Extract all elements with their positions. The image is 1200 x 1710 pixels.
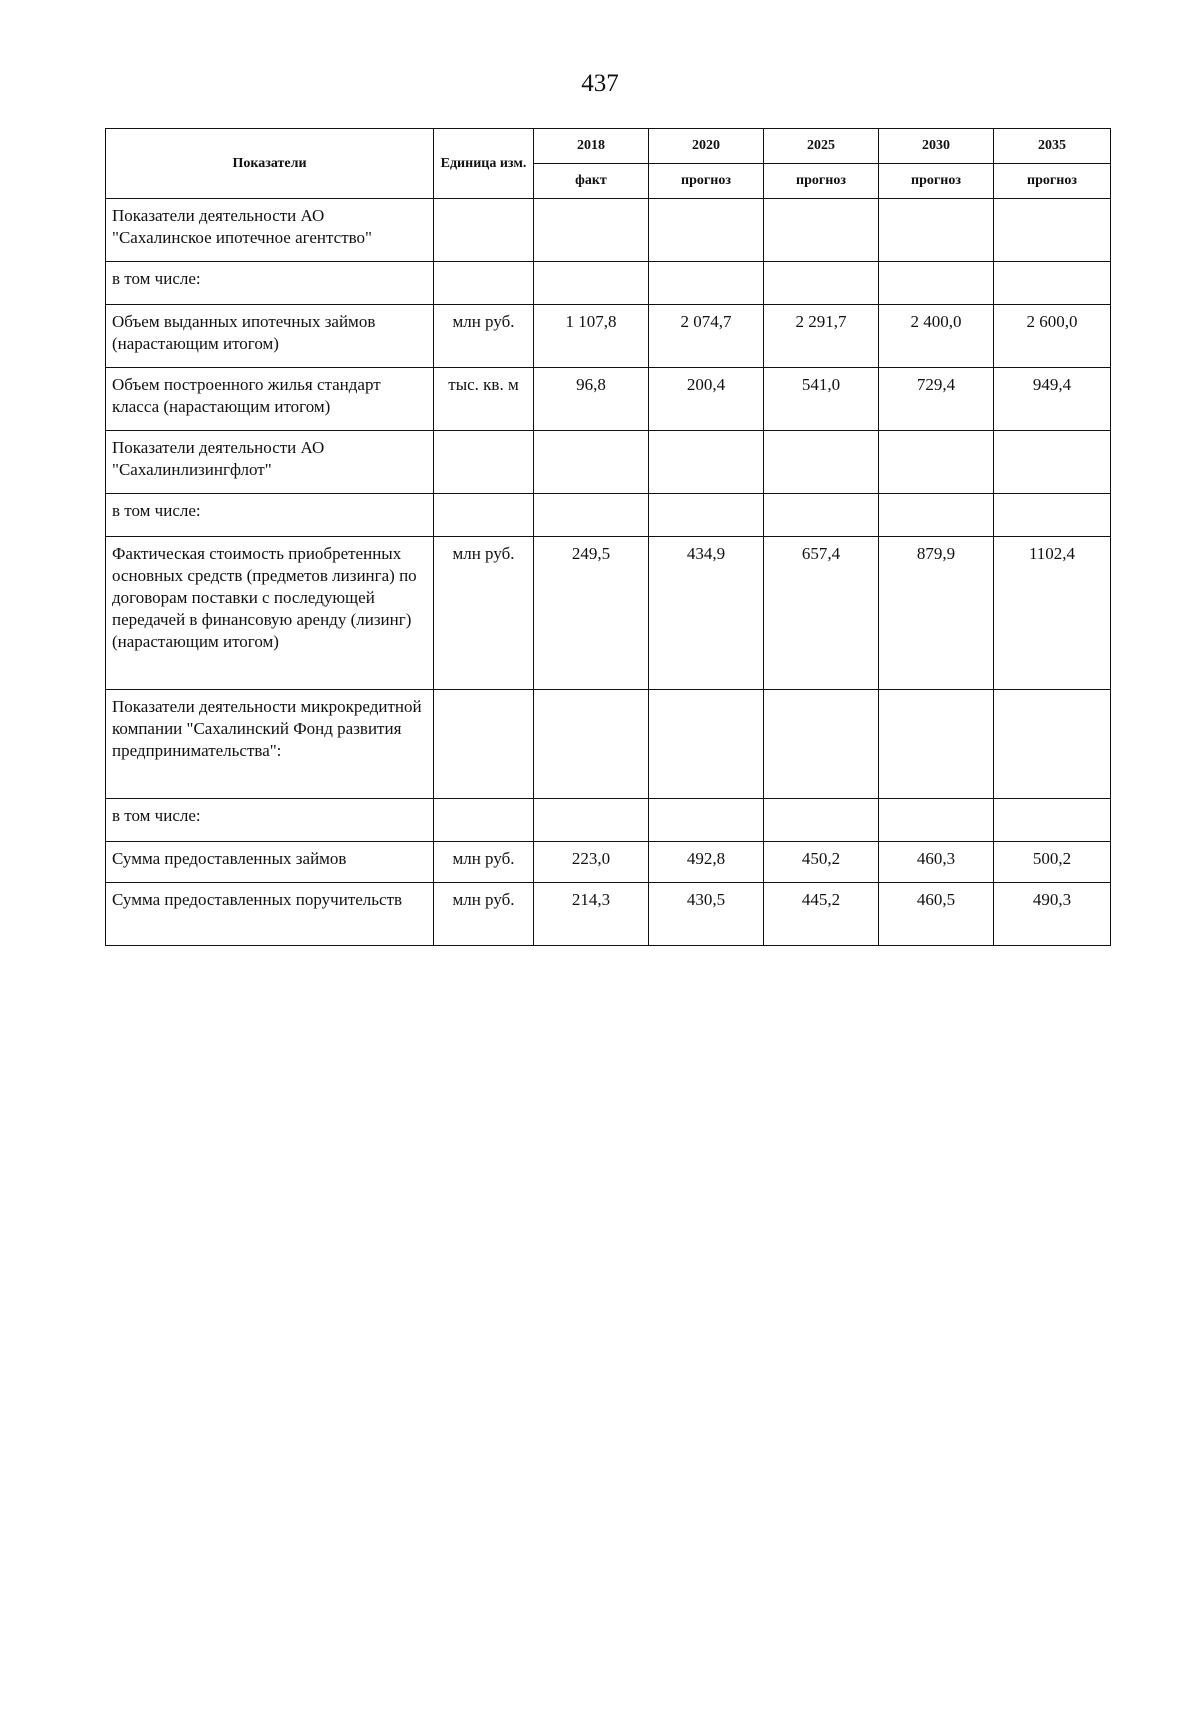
value-cell [994,199,1111,262]
value-cell: 949,4 [994,368,1111,431]
unit-cell [434,199,534,262]
page-number: 437 [581,70,619,97]
indicators-table [105,128,1111,946]
value-cell [534,690,649,799]
value-cell: 450,2 [764,842,879,883]
value-cell [879,799,994,842]
value-cell [649,799,764,842]
value-cell [994,494,1111,537]
table-row [106,799,1111,842]
value-cell [994,799,1111,842]
value-cell: 2 400,0 [879,305,994,368]
header-year: 2020 [649,129,764,164]
value-cell: 223,0 [534,842,649,883]
header-year: 2018 [534,129,649,164]
value-cell: 490,3 [994,883,1111,946]
value-cell [534,199,649,262]
value-cell: 879,9 [879,537,994,690]
table-row [106,368,1111,431]
indicator-name: Фактическая стоимость приобретенных основных средств (предметов лизинга) по договорам поставки с последующей передачей в финансовую аренду (лизинг) (нарастающим итогом) [106,537,434,690]
value-cell [649,690,764,799]
value-cell [994,262,1111,305]
header-year: 2030 [879,129,994,164]
value-cell: 200,4 [649,368,764,431]
table-row [106,305,1111,368]
value-cell [534,799,649,842]
table-row [106,883,1111,946]
header-unit: Единица изм. [434,129,534,199]
indicator-name: в том числе: [106,799,434,842]
header-subhead: прогноз [649,164,764,199]
header-subhead: факт [534,164,649,199]
indicator-name: Сумма предоставленных займов [106,842,434,883]
unit-cell: тыс. кв. м [434,368,534,431]
indicator-name: Показатели деятельности АО "Сахалинское ипотечное агентство" [106,199,434,262]
indicator-name: Показатели деятельности микрокредитной компании "Сахалинский Фонд развития предпринимательства": [106,690,434,799]
indicator-name: в том числе: [106,494,434,537]
value-cell [534,262,649,305]
indicator-name: Сумма предоставленных поручительств [106,883,434,946]
value-cell [649,262,764,305]
value-cell: 214,3 [534,883,649,946]
value-cell: 1102,4 [994,537,1111,690]
header-year: 2035 [994,129,1111,164]
value-cell: 249,5 [534,537,649,690]
header-subhead: прогноз [879,164,994,199]
value-cell [879,690,994,799]
value-cell [534,431,649,494]
value-cell [879,262,994,305]
value-cell [764,494,879,537]
unit-cell: млн руб. [434,883,534,946]
unit-cell: млн руб. [434,305,534,368]
unit-cell [434,431,534,494]
indicator-name: Объем построенного жилья стандарт класса (нарастающим итогом) [106,368,434,431]
value-cell: 445,2 [764,883,879,946]
indicator-name: в том числе: [106,262,434,305]
table-body [106,199,1111,946]
value-cell [764,431,879,494]
value-cell [764,199,879,262]
value-cell: 430,5 [649,883,764,946]
unit-cell: млн руб. [434,537,534,690]
value-cell [994,431,1111,494]
indicator-name: Объем выданных ипотечных займов (нарастающим итогом) [106,305,434,368]
value-cell: 541,0 [764,368,879,431]
value-cell: 434,9 [649,537,764,690]
header-year: 2025 [764,129,879,164]
value-cell: 2 074,7 [649,305,764,368]
value-cell [649,494,764,537]
value-cell: 2 600,0 [994,305,1111,368]
unit-cell [434,690,534,799]
unit-cell [434,799,534,842]
value-cell [649,431,764,494]
indicator-name: Показатели деятельности АО "Сахалинлизингфлот" [106,431,434,494]
value-cell [764,262,879,305]
value-cell: 657,4 [764,537,879,690]
table-row [106,262,1111,305]
table-row [106,842,1111,883]
value-cell [879,199,994,262]
value-cell [649,199,764,262]
value-cell: 729,4 [879,368,994,431]
table-row [106,199,1111,262]
table-row [106,431,1111,494]
unit-cell [434,494,534,537]
table-row [106,494,1111,537]
value-cell [879,431,994,494]
value-cell: 492,8 [649,842,764,883]
value-cell: 2 291,7 [764,305,879,368]
value-cell: 460,5 [879,883,994,946]
value-cell: 1 107,8 [534,305,649,368]
header-subhead: прогноз [994,164,1111,199]
value-cell: 96,8 [534,368,649,431]
value-cell [764,799,879,842]
value-cell [534,494,649,537]
table-row [106,537,1111,690]
value-cell [764,690,879,799]
value-cell: 500,2 [994,842,1111,883]
header-subhead: прогноз [764,164,879,199]
value-cell: 460,3 [879,842,994,883]
table-row [106,690,1111,799]
value-cell [994,690,1111,799]
value-cell [879,494,994,537]
unit-cell: млн руб. [434,842,534,883]
unit-cell [434,262,534,305]
header-indicator: Показатели [106,129,434,199]
